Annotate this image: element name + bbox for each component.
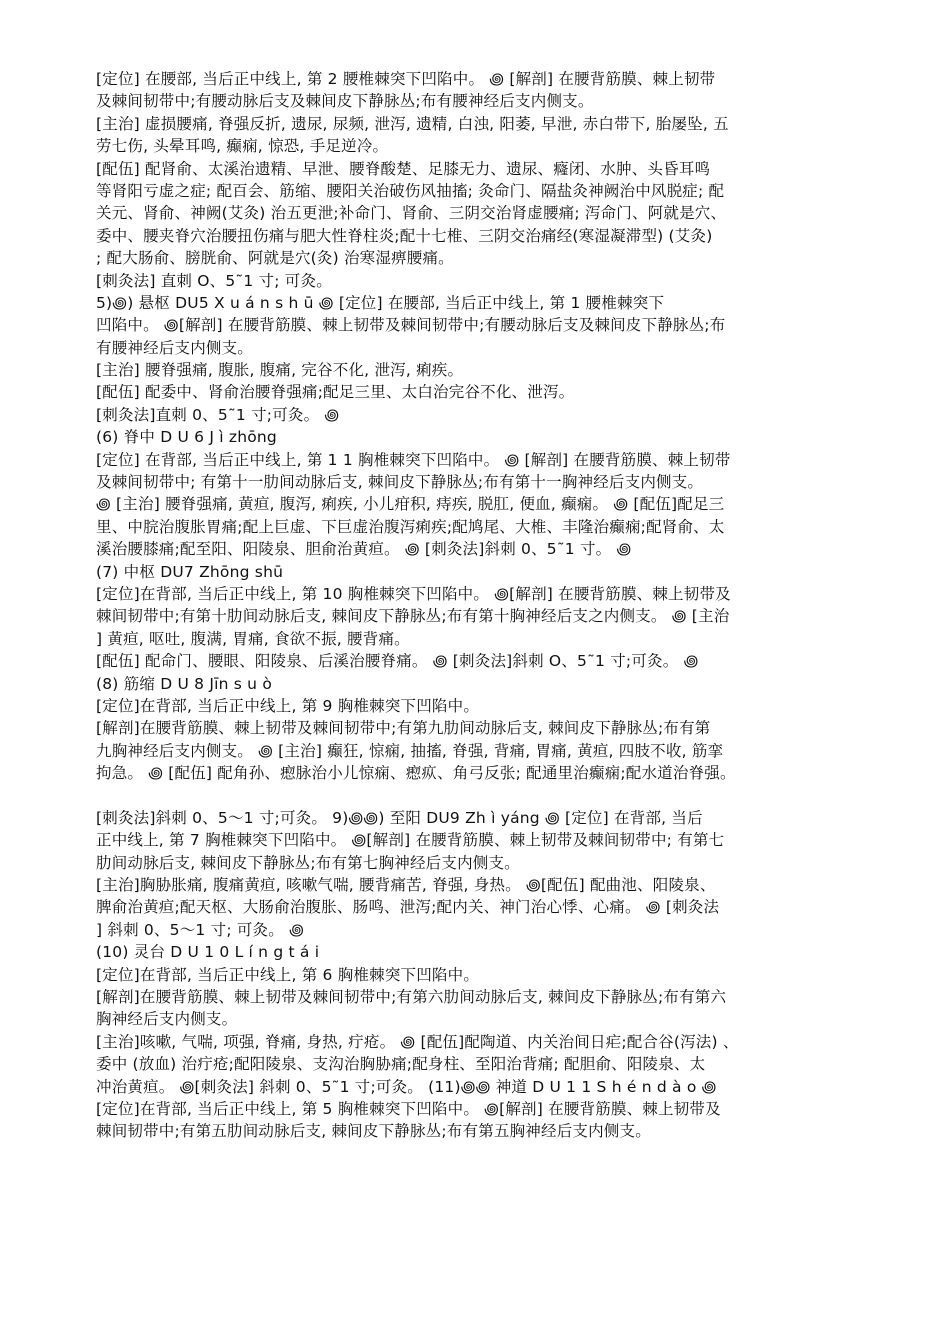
text-line: [配伍] 配命门、腰眼、阳陵泉、后溪治腰脊痛。 ꩜ [刺灸法]斜刺 O、5˜1 寸;可灸。 ꩜ — [96, 652, 699, 671]
text-line: 棘间韧带中;有第五肋间动脉后支, 棘间皮下静脉丛;布有第五胸神经后支内侧支。 — [96, 1122, 651, 1141]
text-line: ; 配大肠俞、膀胱俞、阿就是穴(灸) 治寒湿痹腰痛。 — [96, 249, 454, 268]
text-line — [96, 785, 886, 807]
text-line: 及棘间韧带中;有腰动脉后支及棘间皮下静脉丛;布有腰神经后支内侧支。 — [96, 92, 594, 111]
text-line: (6) 脊中 D U 6 J ì zhōng — [96, 428, 277, 447]
text-line: 凹陷中。 ꩜[解剖] 在腰背筋膜、棘上韧带及棘间韧带中;有腰动脉后支及棘间皮下静脉丛;布 — [96, 316, 726, 335]
text-line: [定位]在背部, 当后正中线上, 第 10 胸椎棘突下凹陷中。 ꩜[解剖] 在腰背筋膜、棘上韧带及 — [96, 584, 731, 603]
text-line: 及棘间韧带中; 有第十一肋间动脉后支, 棘间皮下静脉丛;布有第十一胸神经后支内侧支。 — [96, 473, 704, 492]
text-line: 九胸神经后支内侧支。 ꩜ [主治] 癫狂, 惊痫, 抽搐, 脊强, 背痛, 胃痛, 黄疸, 四肢不收, 筋挛 — [96, 741, 724, 760]
text-line: 正中线上, 第 7 胸椎棘突下凹陷中。 ꩜[解剖] 在腰背筋膜、棘上韧带及棘间韧带中; 有第七 — [96, 831, 725, 850]
text-line: 胸神经后支内侧支。 — [96, 1010, 238, 1029]
text-line: ꩜ [主治] 腰脊强痛, 黄疸, 腹泻, 痢疾, 小儿疳积, 痔疾, 脱肛, 便血, 癫痫。 ꩜ [配伍]配足三 — [96, 495, 725, 514]
text-line: [配伍] 配委中、肾俞治腰脊强痛;配足三里、太白治完谷不化、泄泻。 — [96, 383, 575, 402]
text-line: 肋间动脉后支, 棘间皮下静脉丛;布有第七胸神经后支内侧支。 — [96, 853, 520, 872]
text-line: 委中 (放血) 治疔疮;配阳陵泉、支沟治胸胁痛;配身柱、至阳治背痛; 配胆俞、阳陵泉、太 — [96, 1055, 706, 1074]
text-line: [主治]咳嗽, 气喘, 项强, 脊痛, 身热, 疔疮。 ꩜ [配伍]配陶道、内关治间日疟;配合谷(泻法) 、 — [96, 1032, 739, 1051]
text-line: 5)꩜) 悬枢 DU5 X u á n s h ū ꩜ [定位] 在腰部, 当后正中线上, 第 1 腰椎棘突下 — [96, 293, 665, 312]
text-line: 拘急。 ꩜ [配伍] 配角孙、瘛脉治小儿惊痫、瘛疭、角弓反张; 配通里治癫痫;配水道治脊强。 — [96, 764, 736, 783]
text-line: [配伍] 配肾俞、太溪治遗精、早泄、腰脊酸楚、足膝无力、遗尿、癃闭、水肿、头昏耳鸣 — [96, 159, 711, 178]
text-line: [刺灸法]斜刺 0、5～1 寸;可灸。 9)꩜꩜) 至阳 DU9 Zh ì yáng ꩜ [定位] 在背部, 当后 — [96, 808, 703, 827]
text-line: [主治]胸胁胀痛, 腹痛黄疸, 咳嗽气喘, 腰背痛苦, 脊强, 身热。 ꩜[配伍] 配曲池、阳陵泉、 — [96, 876, 716, 895]
text-line: [主治] 虚损腰痛, 脊强反折, 遗尿, 尿频, 泄泻, 遗精, 白浊, 阳萎, 早泄, 赤白带下, 胎屡坠, 五 — [96, 114, 729, 133]
text-line: 劳七伤, 头晕耳鸣, 癫痫, 惊恐, 手足逆冷。 — [96, 137, 389, 156]
text-line: [解剖]在腰背筋膜、棘上韧带及棘间韧带中;有第九肋间动脉后支, 棘间皮下静脉丛;布有第 — [96, 719, 711, 738]
text-line: 里、中脘治腹胀胃痛;配上巨虚、下巨虚治腹泻痢疾;配鸠尾、大椎、丰隆治癫痫;配肾俞、太 — [96, 517, 725, 536]
text-line: [主治] 腰脊强痛, 腹胀, 腹痛, 完谷不化, 泄泻, 痢疾。 — [96, 361, 464, 380]
text-line — [96, 1143, 886, 1165]
text-line: (7) 中枢 DU7 Zhōng shū — [96, 562, 284, 581]
text-line: 关元、肾俞、神阙(艾灸) 治五更泄;补命门、肾俞、三阴交治肾虚腰痛; 泻命门、阿就是穴、 — [96, 204, 727, 223]
text-line: [刺灸法]直刺 0、5˜1 寸;可灸。 ꩜ — [96, 405, 340, 424]
text-line: (8) 筋缩 D U 8 Jīn s u ò — [96, 674, 272, 693]
text-line: [定位] 在背部, 当后正中线上, 第 1 1 胸椎棘突下凹陷中。 ꩜ [解剖] 在腰背筋膜、棘上韧带 — [96, 450, 731, 469]
document-body — [96, 68, 886, 1165]
text-line: [定位]在背部, 当后正中线上, 第 5 胸椎棘突下凹陷中。 ꩜[解剖] 在腰背筋膜、棘上韧带及 — [96, 1099, 721, 1118]
text-line: 委中、腰夹脊穴治腰扭伤痛与肥大性脊柱炎;配十七椎、三阴交治痛经(寒湿凝滞型) (艾灸) — [96, 226, 713, 245]
text-line: (10) 灵台 D U 1 0 L í n g t á i — [96, 943, 320, 962]
text-line: 冲治黄疸。 ꩜[刺灸法] 斜刺 0、5˜1 寸;可灸。 (11)꩜꩜ 神道 D U 1 1 S h é n d à o ꩜ — [96, 1077, 717, 1096]
text-line: [定位] 在腰部, 当后正中线上, 第 2 腰椎棘突下凹陷中。 ꩜ [解剖] 在腰背筋膜、棘上韧带 — [96, 70, 716, 88]
text-line: [定位]在背部, 当后正中线上, 第 6 胸椎棘突下凹陷中。 — [96, 965, 480, 984]
text-line: 棘间韧带中;有第十肋间动脉后支, 棘间皮下静脉丛;布有第十胸神经后支之内侧支。 ꩜ [主治 — [96, 607, 730, 626]
text-line: ] 黄疸, 呕吐, 腹满, 胃痛, 食欲不振, 腰背痛。 — [96, 629, 410, 648]
text-line: 脾俞治黄疸;配天枢、大肠俞治腹胀、肠鸣、泄泻;配内关、神门治心悸、心痛。 ꩜ [刺灸法 — [96, 898, 720, 917]
text-line: [定位]在背部, 当后正中线上, 第 9 胸椎棘突下凹陷中。 — [96, 696, 480, 715]
text-line: [刺灸法] 直刺 O、5˜1 寸; 可灸。 — [96, 271, 332, 290]
text-line: 有腰神经后支内侧支。 — [96, 338, 254, 357]
text-line: ] 斜刺 0、5～1 寸; 可灸。 ꩜ — [96, 920, 305, 939]
text-line: [解剖]在腰背筋膜、棘上韧带及棘间韧带中;有第六肋间动脉后支, 棘间皮下静脉丛;布有第六 — [96, 988, 727, 1007]
text-line: 溪治腰膝痛;配至阳、阳陵泉、胆俞治黄疸。 ꩜ [刺灸法]斜刺 0、5˜1 寸。 ꩜ — [96, 540, 632, 559]
text-line: 等肾阳亏虚之症; 配百会、筋缩、腰阳关治破伤风抽搐; 灸命门、隔盐灸神阙治中风脱症; 配 — [96, 181, 725, 200]
